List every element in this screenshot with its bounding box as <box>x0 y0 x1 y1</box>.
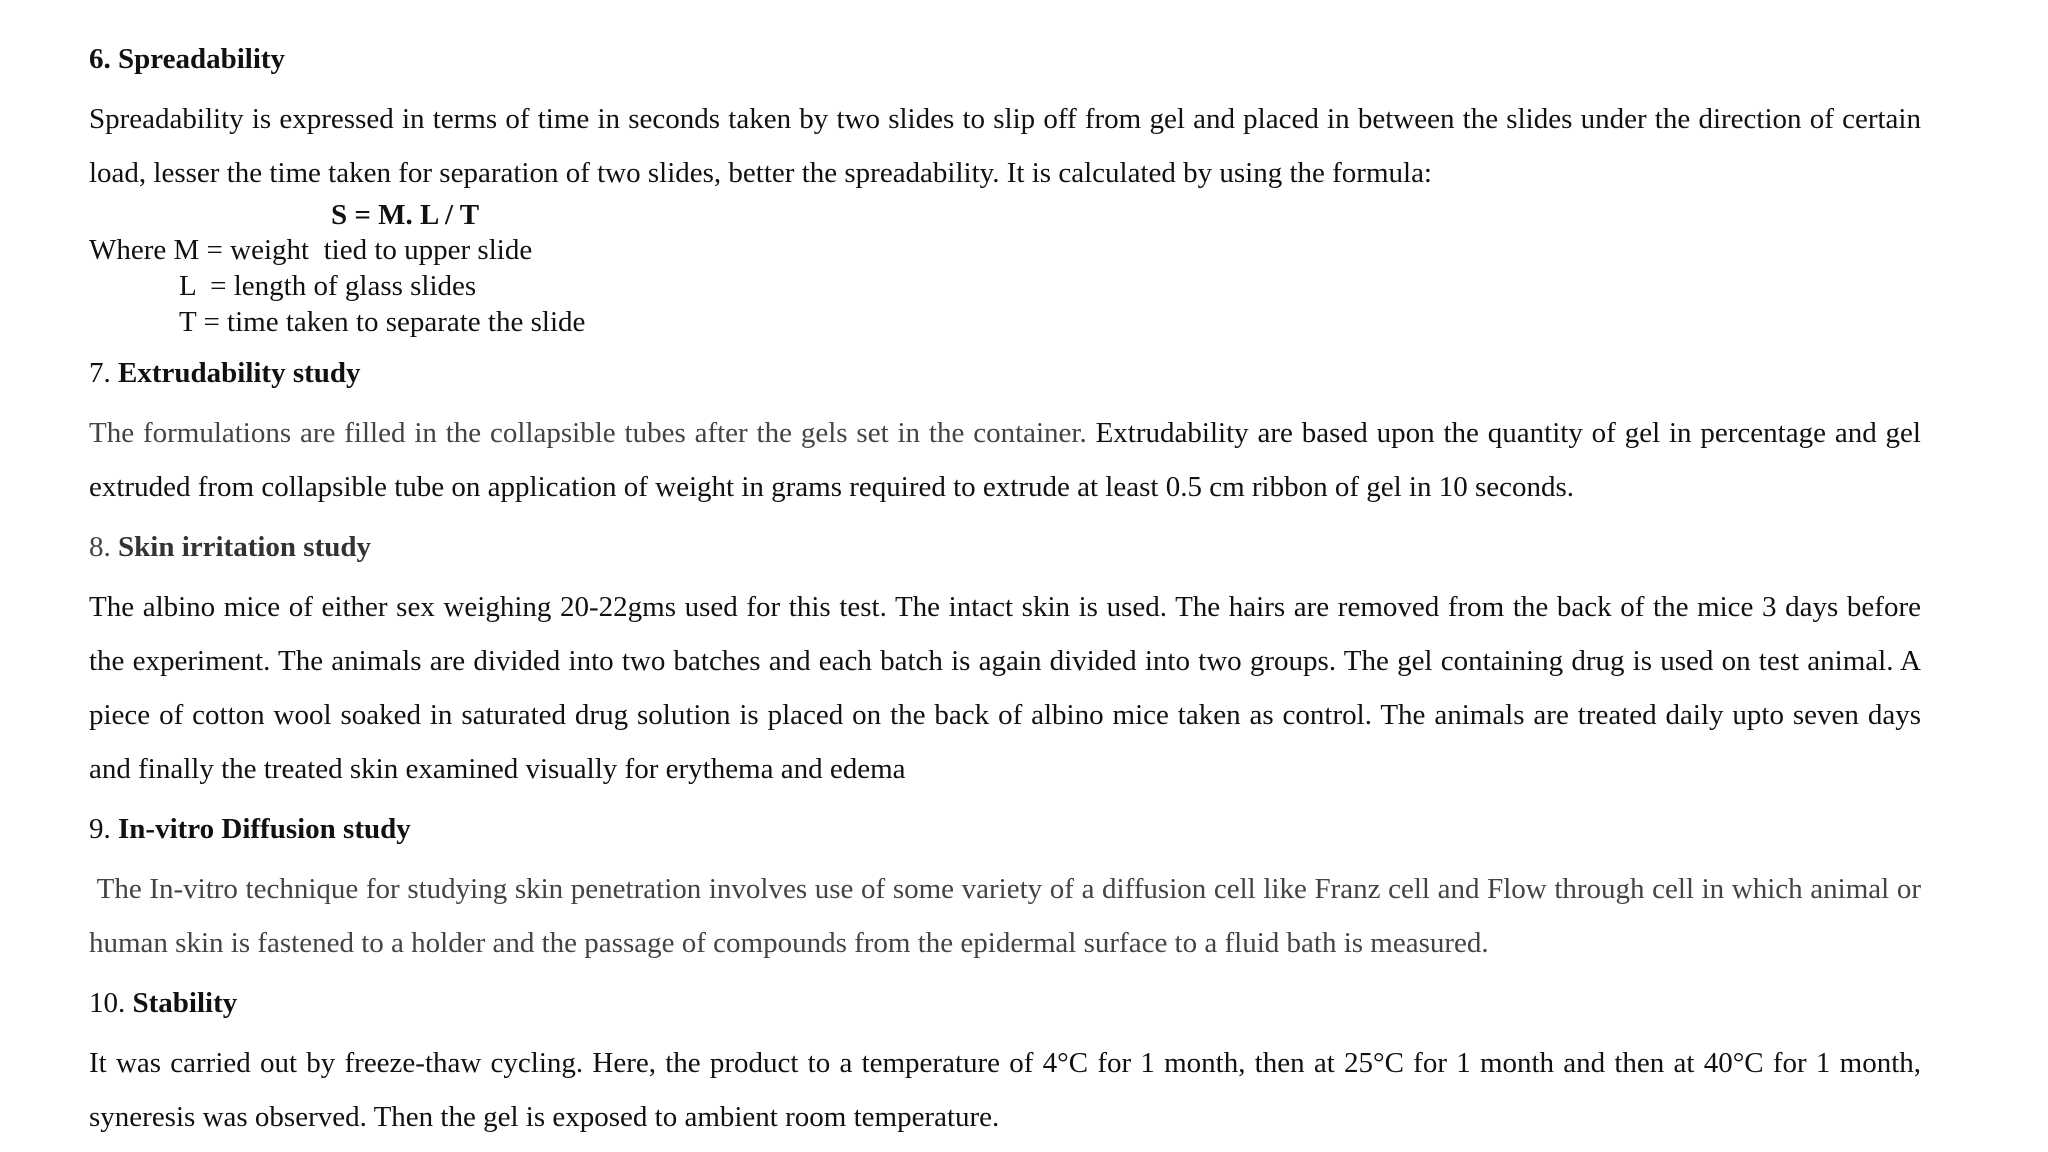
skin-irritation-paragraph: The albino mice of either sex weighing 20-22gms used for this test. The intact skin is used. The hairs are removed from the back of the mice 3 days before the experiment. The animals are divided into two batches and each batch is again divided into two groups. The gel containing drug is used on test animal. A piece of cotton wool soaked in saturated drug solution is placed on the back of albino mice taken as control. The animals are treated daily upto seven days and finally the treated skin examined visually for erythema and edema <box>89 591 1921 785</box>
extrudability-paragraph-part1: The formulations are filled in the collapsible tubes after the gels set in the container. <box>89 417 1087 449</box>
section-number: 10. <box>89 987 126 1019</box>
section-heading-stability <box>89 982 1921 1024</box>
section-number: 8. <box>89 531 111 563</box>
stability-paragraph: It was carried out by freeze-thaw cycling. Here, the product to a temperature of 4°C for 1 month, then at 25°C for 1 month and then at 40°C for 1 month, syneresis was observed. Then the gel is exposed to ambient room temperature. <box>89 1047 1921 1133</box>
section-heading-spreadability <box>89 38 1921 80</box>
formula-where-line-t: T = time taken to separate the slide <box>179 306 586 338</box>
section-number: 9. <box>89 813 111 845</box>
section-title: Stability <box>132 987 238 1019</box>
section-title: In-vitro Diffusion study <box>118 813 411 845</box>
spreadability-formula: S = M. L / T <box>331 199 480 231</box>
section-title: Skin irritation study <box>118 531 371 563</box>
section-number: 6. <box>89 43 111 75</box>
invitro-paragraph: The In-vitro technique for studying skin penetration involves use of some variety of a diffusion cell like Franz cell and Flow through cell in which animal or human skin is fastened to a holder and the passage of compounds from the epidermal surface to a fluid bath is measured. <box>89 873 1929 959</box>
section-title: Spreadability <box>118 43 286 75</box>
formula-where-line-l: L = length of glass slides <box>179 270 477 302</box>
spreadability-paragraph: Spreadability is expressed in terms of time in seconds taken by two slides to slip off from gel and placed in between the slides under the direction of certain load, lesser the time taken for separation of two slides, better the spreadability. It is calculated by using the formula: <box>89 103 1921 189</box>
section-number: 7. <box>89 357 111 389</box>
formula-where-line-m: Where M = weight tied to upper slide <box>89 234 533 266</box>
section-heading-skin-irritation <box>89 526 1921 568</box>
extrudability-paragraph-part2: Extrudability are based upon the quantity of gel in percentage and gel extruded from collapsible tube on application of weight in grams required to extrude at least 0.5 cm ribbon of gel in 10 seconds. <box>89 417 1921 503</box>
section-heading-extrudability <box>89 352 1921 394</box>
extrudability-paragraph <box>89 406 1921 514</box>
section-title: Extrudability study <box>118 357 361 389</box>
document-page <box>89 38 1929 1144</box>
section-heading-invitro <box>89 808 1921 850</box>
